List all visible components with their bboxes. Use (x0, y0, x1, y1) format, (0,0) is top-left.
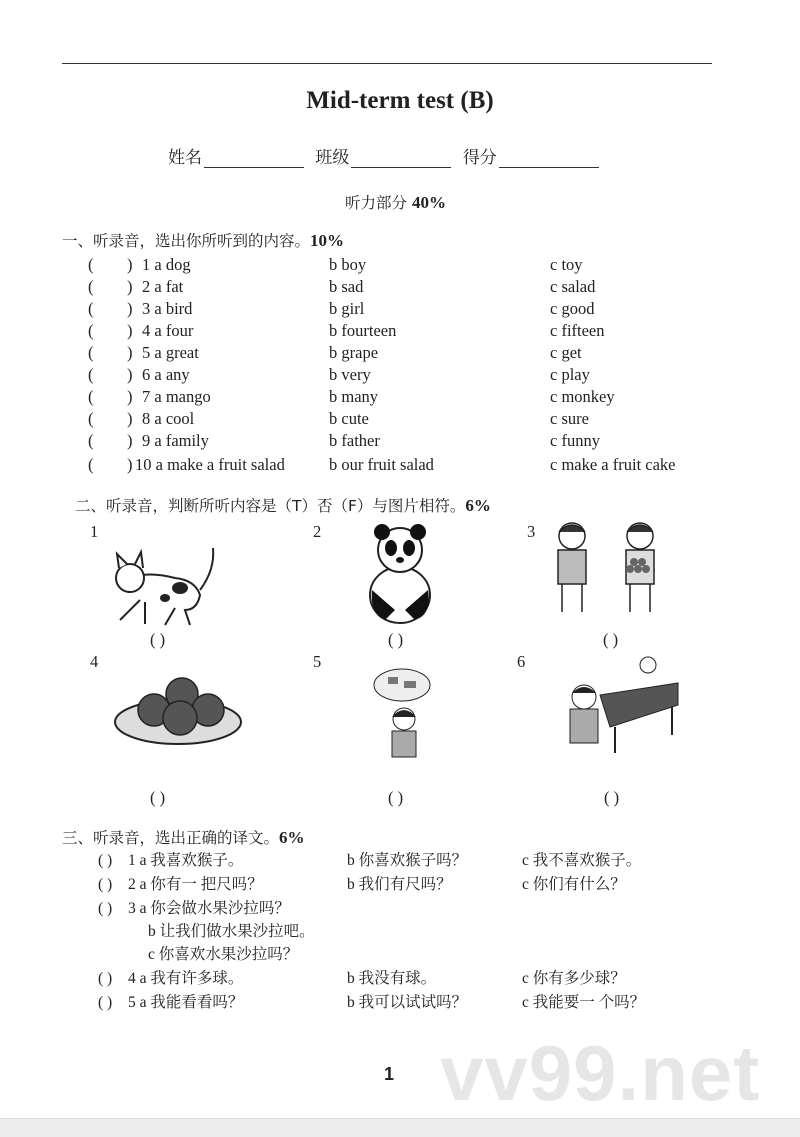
page-number: 1 (384, 1064, 395, 1084)
option-a: 2 a 你有一 把尺吗？ (128, 876, 263, 893)
listening-section-title (345, 193, 446, 213)
answer-paren[interactable]: ( ) (98, 852, 113, 869)
answer-paren[interactable]: ( ) (150, 630, 166, 649)
answer-paren[interactable]: ( (88, 321, 94, 340)
option-a: 1 a 我喜欢猴子。 (128, 852, 244, 869)
name-label: 姓名 (168, 148, 202, 168)
class-label: 班级 (315, 148, 350, 168)
picture-number: 1 (90, 522, 99, 541)
option-b: b boy (329, 255, 367, 274)
answer-paren[interactable]: ) (127, 387, 133, 406)
table-tennis-image (560, 655, 680, 755)
option-b: b father (329, 431, 380, 450)
listening-percent: 40% (411, 193, 446, 212)
answer-paren[interactable]: ( (88, 455, 94, 474)
answer-paren[interactable]: ( (88, 299, 94, 318)
option-a: 7 a mango (142, 387, 211, 406)
option-c: c 我能要一 个吗？ (522, 994, 646, 1011)
option-a: 10 a make a fruit salad (135, 455, 285, 474)
answer-paren[interactable]: ( ) (98, 900, 113, 917)
option-b: b grape (329, 343, 379, 362)
student-info (168, 148, 605, 168)
option-b: b 我可以试试吗？ (347, 994, 468, 1011)
score-label: 得分 (462, 148, 497, 168)
picture-number: 6 (517, 652, 526, 671)
class-field[interactable] (351, 149, 451, 168)
answer-paren[interactable]: ) (127, 255, 133, 274)
answer-paren[interactable]: ( (88, 255, 94, 274)
option-b: b 我们有尺吗？ (347, 876, 452, 893)
answer-paren[interactable]: ( (88, 343, 94, 362)
option-a: 5 a 我能看看吗？ (128, 994, 244, 1011)
option-c: c fifteen (550, 321, 605, 340)
option-a: 2 a fat (142, 277, 184, 296)
answer-paren[interactable]: ) (127, 299, 133, 318)
option-c: c 我不喜欢猴子。 (522, 852, 642, 869)
option-b: b fourteen (329, 321, 397, 340)
option-a: 4 a 我有许多球。 (128, 970, 244, 987)
option-c: c 你们有什么？ (522, 876, 626, 893)
picture-number: 4 (90, 652, 99, 671)
option-b: b many (329, 387, 379, 406)
watermark: vv99.net (440, 1029, 761, 1117)
answer-paren[interactable]: ( ) (98, 994, 113, 1011)
option-b: b very (329, 365, 371, 384)
picture-number: 3 (527, 522, 536, 541)
option-c: c 你有多少球？ (522, 970, 626, 987)
picture-number: 5 (313, 652, 322, 671)
option-c: c play (550, 365, 590, 384)
section-1-percent: 10% (310, 231, 345, 250)
option-b: b our fruit salad (329, 455, 434, 474)
option-c: c funny (550, 431, 600, 450)
section-2-text: 二、听录音，判断所听内容是（T）否（F）与图片相符。 (75, 497, 466, 515)
panda-image (360, 520, 440, 630)
score-field[interactable] (499, 149, 599, 168)
option-c: c 你喜欢水果沙拉吗？ (148, 946, 299, 963)
name-field[interactable] (204, 149, 304, 168)
option-c: c monkey (550, 387, 615, 406)
option-b: b sad (329, 277, 364, 296)
answer-paren[interactable]: ( ) (603, 630, 619, 649)
section-3-text: 三、听录音，选出正确的译文。 (62, 829, 280, 847)
picture-number: 2 (313, 522, 322, 541)
section-3-percent: 6% (279, 828, 305, 847)
option-c: c get (550, 343, 582, 362)
option-b: b girl (329, 299, 365, 318)
answer-paren[interactable]: ( (88, 409, 94, 428)
option-a: 6 a any (142, 365, 190, 384)
option-a: 3 a 你会做水果沙拉吗？ (128, 900, 290, 917)
answer-paren[interactable]: ( ) (604, 788, 620, 807)
cat-image (105, 540, 220, 630)
answer-paren[interactable]: ) (127, 343, 133, 362)
page-title: Mid-term test (B) (306, 87, 494, 114)
answer-paren[interactable]: ) (127, 431, 133, 450)
answer-paren[interactable]: ( (88, 431, 94, 450)
option-a: 3 a bird (142, 299, 193, 318)
answer-paren[interactable]: ( ) (388, 630, 404, 649)
option-a: 8 a cool (142, 409, 195, 428)
answer-paren[interactable]: ( (88, 277, 94, 296)
section-1-text: 一、听录音，选出你所听到的内容。 (62, 232, 311, 250)
answer-paren[interactable]: ) (127, 455, 133, 474)
section-2-heading (75, 496, 491, 516)
option-a: 9 a family (142, 431, 209, 450)
option-a: 4 a four (142, 321, 194, 340)
option-b: b cute (329, 409, 369, 428)
section-2-percent: 6% (465, 496, 491, 515)
listening-label: 听力部分 (345, 194, 408, 212)
answer-paren[interactable]: ( (88, 387, 94, 406)
answer-paren[interactable]: ) (127, 277, 133, 296)
option-c: c toy (550, 255, 583, 274)
option-a: 5 a great (142, 343, 199, 362)
answer-paren[interactable]: ) (127, 321, 133, 340)
option-c: c good (550, 299, 595, 318)
option-b: b 让我们做水果沙拉吧。 (148, 923, 315, 940)
option-b: b 你喜欢猴子吗？ (347, 852, 468, 869)
boys-with-grapes-image (550, 518, 670, 614)
option-c: c make a fruit cake (550, 455, 676, 474)
top-rule (62, 63, 712, 64)
answer-paren[interactable]: ( ) (98, 876, 113, 893)
answer-paren[interactable]: ( ) (388, 788, 404, 807)
section-3-heading (62, 828, 305, 848)
option-b: b 我没有球。 (347, 970, 437, 987)
answer-paren[interactable]: ) (127, 365, 133, 384)
answer-paren[interactable]: ) (127, 409, 133, 428)
apples-on-plate-image (112, 672, 244, 748)
answer-paren[interactable]: ( ) (150, 788, 166, 807)
option-c: c sure (550, 409, 589, 428)
bottom-bar (0, 1118, 800, 1137)
answer-paren[interactable]: ( ) (98, 970, 113, 987)
option-a: 1 a dog (142, 255, 191, 274)
girl-thinking-image (370, 667, 440, 765)
section-1-heading (62, 231, 344, 251)
option-c: c salad (550, 277, 596, 296)
answer-paren[interactable]: ( (88, 365, 94, 384)
